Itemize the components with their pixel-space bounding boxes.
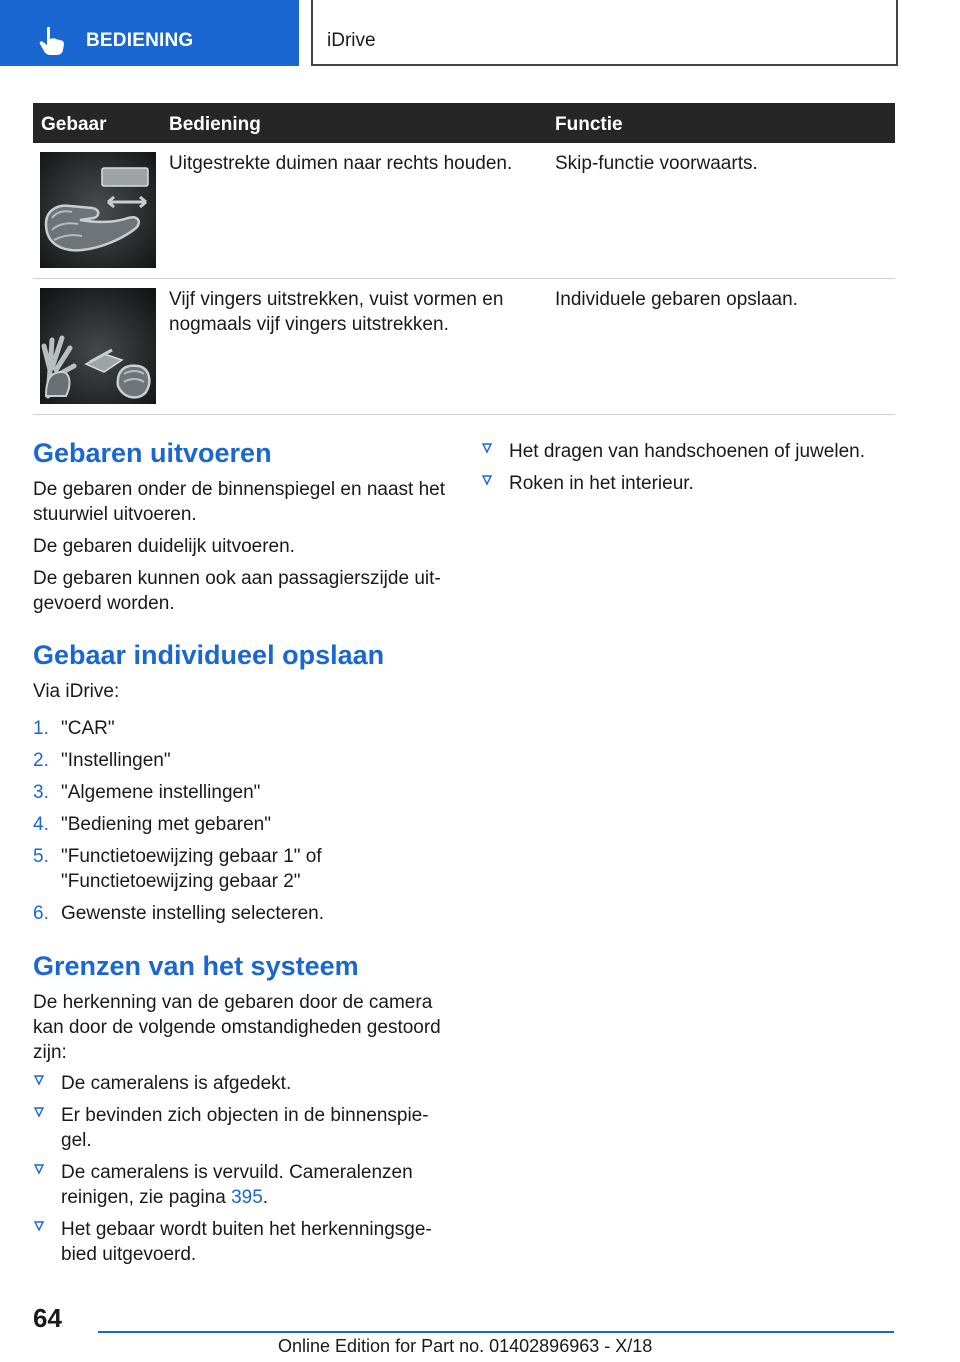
step-item [33,844,333,894]
table-header [33,103,895,143]
step-number: 4. [33,814,49,835]
step-item [33,812,451,837]
column-header-gesture: Gebaar [41,114,107,135]
column-header-operation: Bediening [169,114,261,135]
step-number: 3. [33,782,49,803]
step-item [33,748,451,773]
operation-text: Vijf vingers uitstrekken, vuist vormen en nogmaals vijf vingers uitstrekken. [169,289,504,335]
paragraph: De gebaren duidelijk uitvoeren. [33,536,295,557]
triangle-bullet-icon [33,1162,45,1176]
intro-text: Via iDrive: [33,681,120,702]
step-text: "Algemene instellingen" [61,782,261,803]
operation-text: Uitgestrekte duimen naar rechts houden. [169,153,513,174]
paragraph: De gebaren onder de binnenspiegel en naast het stuurwiel uitvoeren. [33,479,445,525]
heading-gebaren-uitvoeren: Gebaren uitvoeren [33,438,272,468]
list-item-text: Roken in het interieur. [509,473,694,494]
step-text: "Instellingen" [61,750,171,771]
paragraph: De gebaren kunnen ook aan passagierszijde uitgevoerd worden. [33,568,441,614]
step-number: 6. [33,903,49,924]
list-item-text: Het gebaar wordt buiten het herkenningsgebied uitgevoerd. [61,1219,432,1265]
list-item [481,471,895,496]
step-item [33,901,451,926]
function-text: Individuele gebaren opslaan. [555,289,798,310]
five-fingers-fist-gesture-image [40,288,156,404]
list-item [33,1160,445,1210]
triangle-bullet-icon [33,1105,45,1119]
page-number: 64 [33,1303,62,1333]
table-row [33,143,895,279]
function-text: Skip-functie voorwaarts. [555,153,758,174]
step-number: 2. [33,750,49,771]
list-item [33,1217,445,1267]
triangle-bullet-icon [33,1073,45,1087]
list-item [481,439,895,464]
list-item-text: De cameralens is afgedekt. [61,1073,292,1094]
chapter-title: iDrive [327,30,376,51]
list-item-text: Het dragen van handschoenen of juwelen. [509,441,865,462]
hand-pointer-icon [38,26,66,56]
thumb-right-gesture-image [40,152,156,268]
step-text: "Functietoewijzing gebaar 1" of "Functietoewijzing gebaar 2" [61,846,322,892]
column-header-function: Functie [555,114,623,135]
list-item-text: De cameralens is vervuild. Cameralenzen reinigen, zie pagina 395. [61,1162,413,1208]
triangle-bullet-icon [33,1219,45,1233]
step-text: "CAR" [61,718,115,739]
heading-grenzen-systeem: Grenzen van het systeem [33,951,359,981]
triangle-bullet-icon [481,473,493,487]
step-text: Gewenste instelling selecteren. [61,903,324,924]
gesture-table [33,103,895,415]
step-text: "Bediening met gebaren" [61,814,271,835]
list-item [33,1071,451,1096]
list-item-text: Er bevinden zich objecten in de binnenspiegel. [61,1105,429,1151]
footer-edition-text: Online Edition for Part no. 01402896963 - X/18 [278,1336,653,1356]
table-row [33,279,895,415]
step-item [33,780,451,805]
page-link[interactable]: 395 [231,1187,263,1208]
step-item [33,716,451,741]
step-number: 5. [33,846,49,867]
chapter-header [311,0,898,66]
heading-gebaar-opslaan: Gebaar individueel opslaan [33,640,385,670]
step-number: 1. [33,718,49,739]
list-item [33,1103,443,1153]
footer-divider [98,1331,894,1333]
section-tab[interactable] [0,0,299,66]
intro-text: De herkenning van de gebaren door de camera kan door de volgende omstandigheden gestoord zijn: [33,992,441,1063]
triangle-bullet-icon [481,441,493,455]
section-label: BEDIENING [86,30,194,51]
